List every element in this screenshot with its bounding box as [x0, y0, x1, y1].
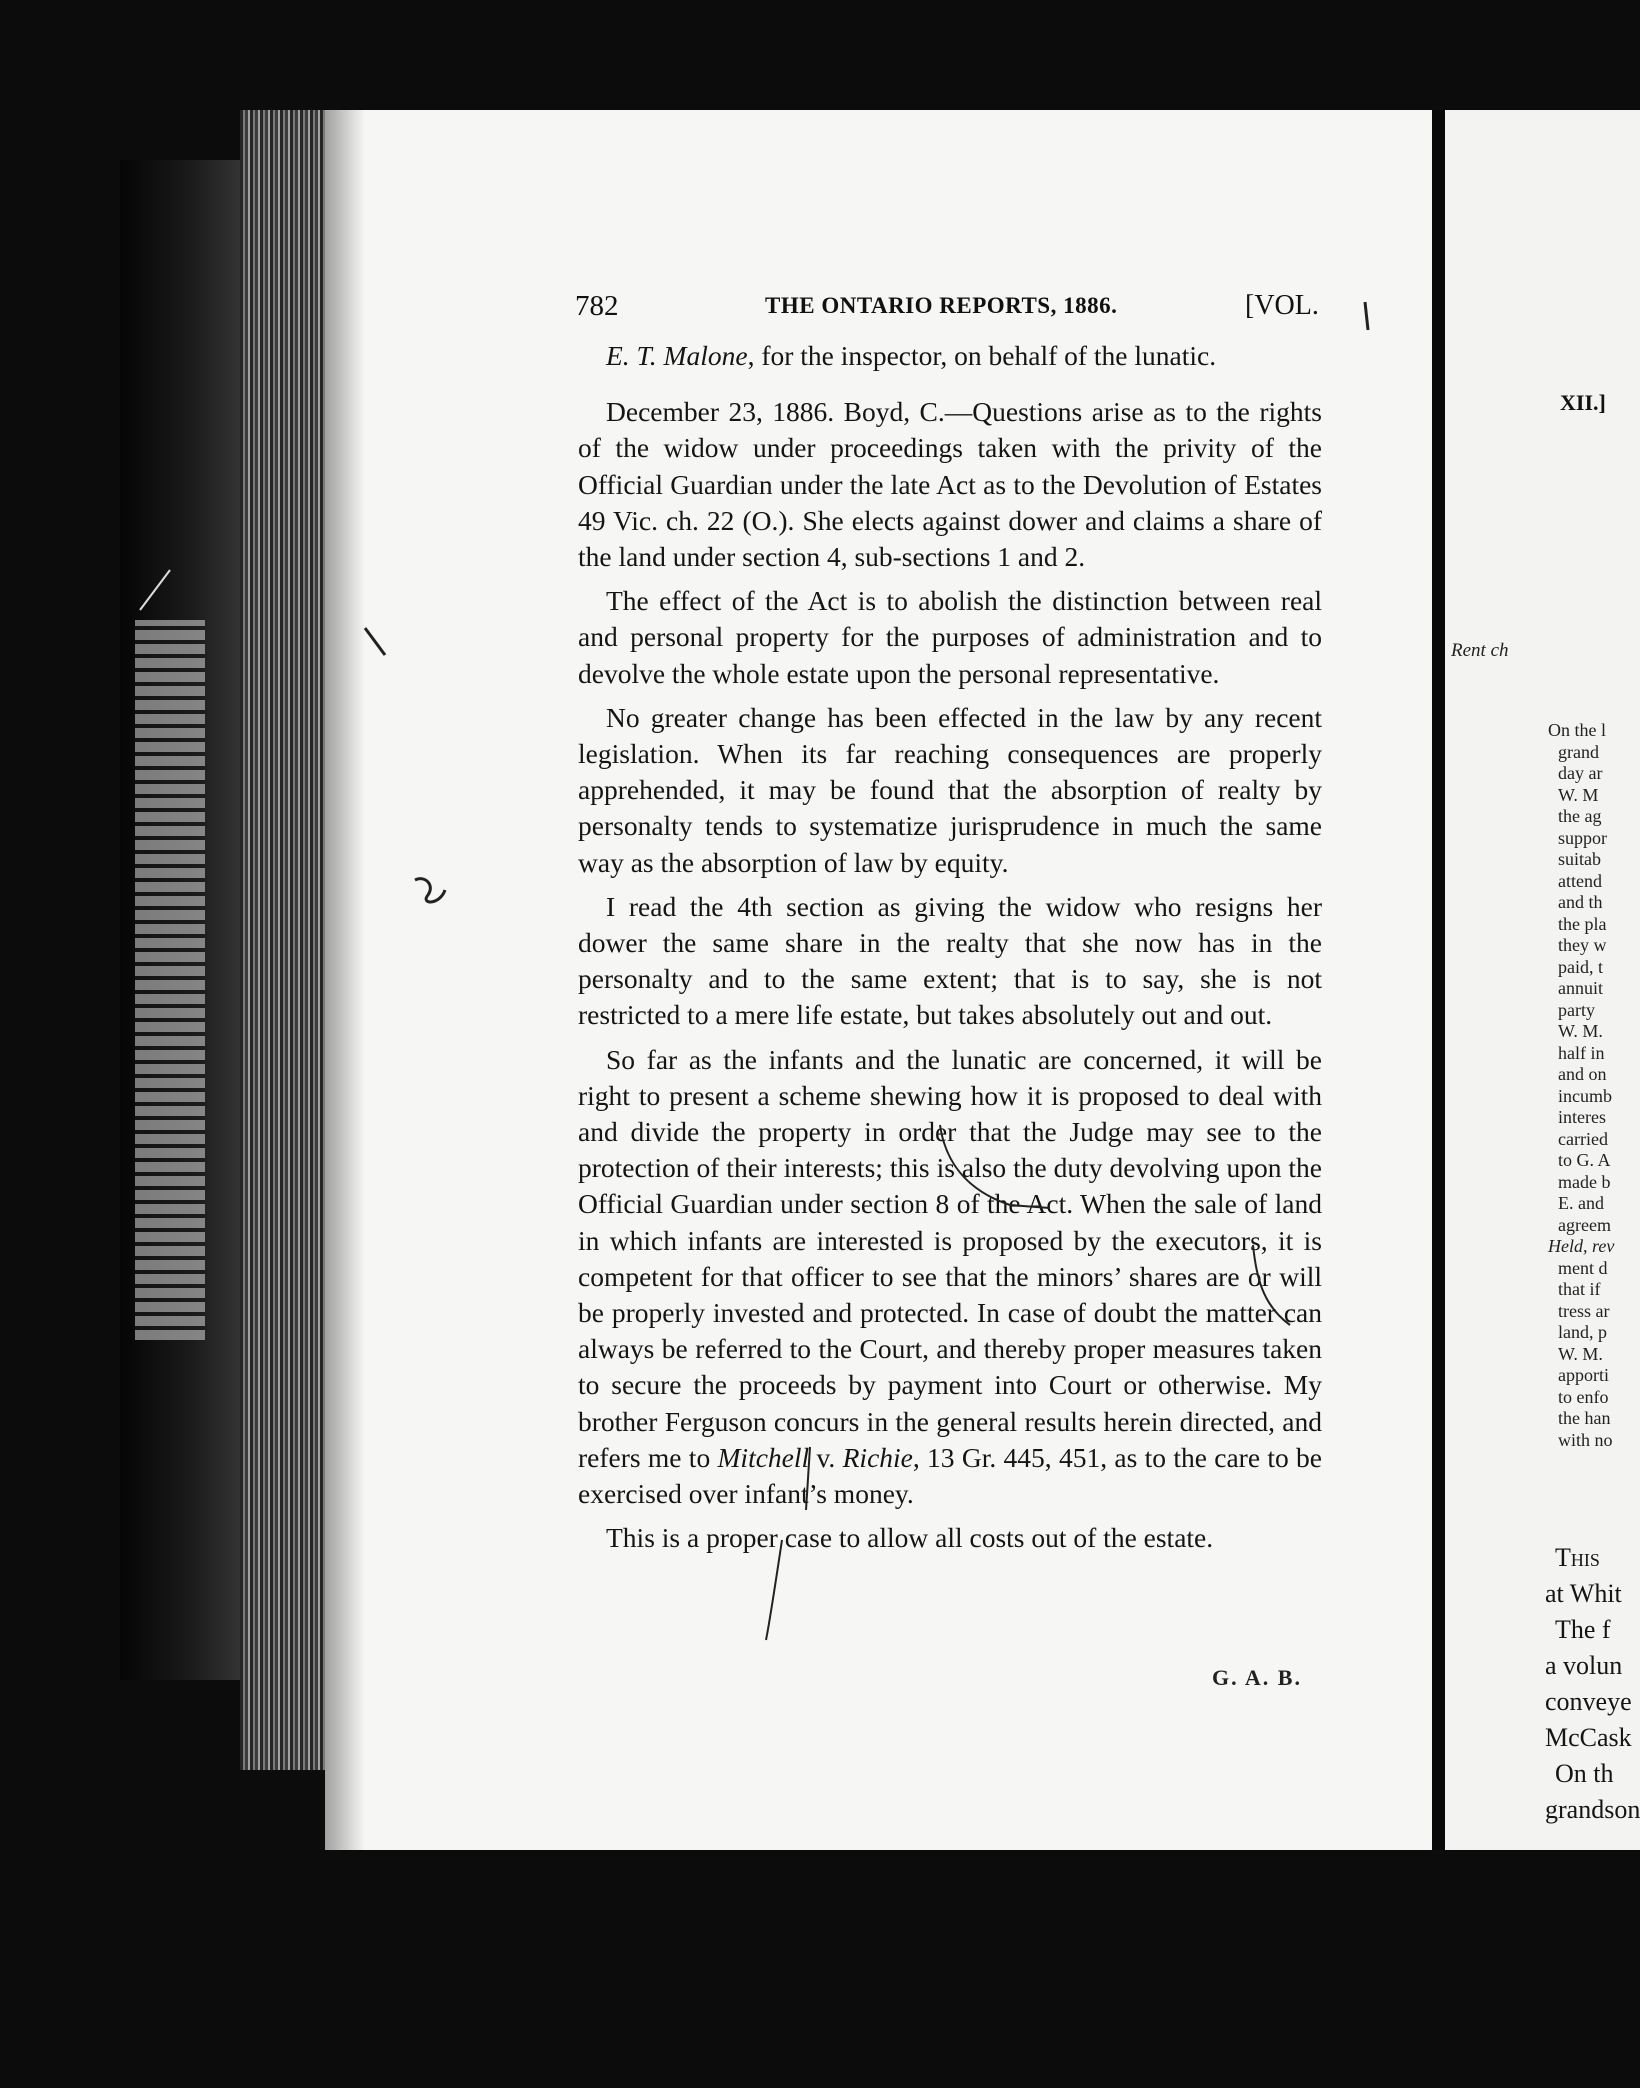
headnote-line: interes	[1558, 1107, 1606, 1127]
headnote-line: incumb	[1558, 1085, 1612, 1106]
body-line: conveye	[1545, 1687, 1632, 1716]
headnote-line: to enfo	[1558, 1386, 1609, 1407]
right-page-side-label: Rent ch	[1451, 640, 1509, 661]
running-title: THE ONTARIO REPORTS, 1886.	[765, 293, 1118, 318]
headnote-line: annuit	[1558, 978, 1603, 998]
headnote-line: that if	[1558, 1279, 1601, 1299]
headnote-line: W. M.	[1558, 1343, 1603, 1364]
paragraph-4: I read the 4th section as giving the widow who resigns her dower the same share in the realty that she now has in the personalty and to the same extent; that is to say, she is not restricted to a mere life estate, but takes absolutely out and out.	[578, 890, 1322, 1031]
body-line: a volun	[1545, 1651, 1623, 1680]
volume-mark: [VOL.	[1245, 290, 1319, 321]
body-line: This	[1555, 1543, 1600, 1572]
right-page	[1445, 110, 1640, 1850]
headnote-line: made b	[1558, 1171, 1611, 1192]
headnote-line: grand	[1558, 741, 1599, 762]
case-versus: v.	[809, 1441, 843, 1473]
headnote-line: and th	[1558, 892, 1603, 912]
closing-paragraph: This is a proper case to allow all costs out of the estate.	[606, 1522, 1214, 1554]
right-page-headnote	[1548, 720, 1640, 1451]
body-line: grandson	[1545, 1795, 1640, 1824]
body-line: at Whit	[1545, 1579, 1622, 1608]
headnote-line: ment d	[1558, 1257, 1608, 1278]
paragraph-3: No greater change has been effected in the law by any recent legislation. When its far reaching consequences are properly apprehended, it may be found that the absorption of realty by personalty tends to systematize jurisprudence in much the same way as the absorption of law by equity.	[578, 701, 1322, 878]
case-name-b: Richie	[842, 1441, 913, 1473]
reporter-initials: G. A. B.	[1212, 1665, 1302, 1690]
headnote-line: carried	[1558, 1128, 1608, 1149]
paragraph-1: December 23, 1886. Boyd, C.—Questions arise as to the rights of the widow under proceedings taken with the privity of the Official Guardian under the late Act as to the Devolution of Estates 49 Vic. ch. 22 (O.). She elects against dower and claims a share of the land under section 4, sub-sections 1 and 2.	[578, 396, 1322, 573]
page-number: 782	[575, 290, 619, 322]
headnote-line: party	[1558, 999, 1595, 1020]
headnote-line: W. M	[1558, 784, 1599, 805]
headnote-line: they w	[1558, 935, 1607, 955]
paragraph-5-text: So far as the infants and the lunatic are concerned, it will be right to present a scheme shewing how it is proposed to deal with and divide the property in order that the Judge may see to the protection of their interests; this is also the duty devolving upon the Official Guardian under section 8 of the Act. When the sale of land in which infants are interested is proposed by the executors, it is competent for that officer to see that the minors’ shares are or will be properly invested and protected. In case of doubt the matter can always be referred to the Court, and thereby proper measures taken to secure the proceeds by payment into Court or otherwise. My brother Ferguson concurs in the general results herein directed, and refers me to	[578, 1043, 1322, 1473]
counsel-role: , for the inspector, on behalf of the lunatic.	[747, 340, 1217, 371]
headnote-line: Held, rev	[1548, 1236, 1615, 1256]
headnote-line: tress ar	[1558, 1300, 1610, 1321]
headnote-line: land, p	[1558, 1322, 1607, 1342]
headnote-line: the ag	[1558, 806, 1602, 826]
case-name-a: Mitchell	[717, 1441, 810, 1473]
headnote-line: On the l	[1548, 720, 1606, 740]
headnote-line: paid, t	[1558, 956, 1603, 977]
counsel-name: E. T. Malone	[606, 340, 748, 371]
headnote-line: apporti	[1558, 1365, 1609, 1385]
right-page-header: XII.]	[1560, 390, 1606, 415]
headnote-line: E. and	[1558, 1193, 1604, 1213]
headnote-line: half in	[1558, 1042, 1605, 1063]
headnote-line: with no	[1558, 1429, 1613, 1450]
body-line: McCask	[1545, 1723, 1632, 1752]
headnote-line: the han	[1558, 1408, 1611, 1428]
headnote-line: the pla	[1558, 913, 1607, 934]
headnote-line: suppor	[1558, 827, 1607, 848]
body-line: On th	[1555, 1759, 1614, 1788]
headnote-line: suitab	[1558, 849, 1601, 869]
paragraph-5-citation: , 13 Gr. 445, 451, as to the care to be exercised over infant’s money.	[578, 1441, 1323, 1510]
headnote-line: day ar	[1558, 763, 1603, 783]
headnote-line: W. M.	[1558, 1021, 1603, 1041]
headnote-line: and on	[1558, 1064, 1607, 1084]
center-gutter	[1432, 110, 1446, 1850]
headnote-line: to G. A	[1558, 1150, 1611, 1170]
right-page-body	[1545, 1540, 1640, 1828]
headnote-line: agreem	[1558, 1214, 1611, 1235]
paragraph-2: The effect of the Act is to abolish the distinction between real and personal property for the purposes of administration and to devolve the whole estate upon the personal representative.	[578, 585, 1322, 689]
headnote-line: attend	[1558, 870, 1602, 891]
body-line: The f	[1555, 1615, 1611, 1644]
